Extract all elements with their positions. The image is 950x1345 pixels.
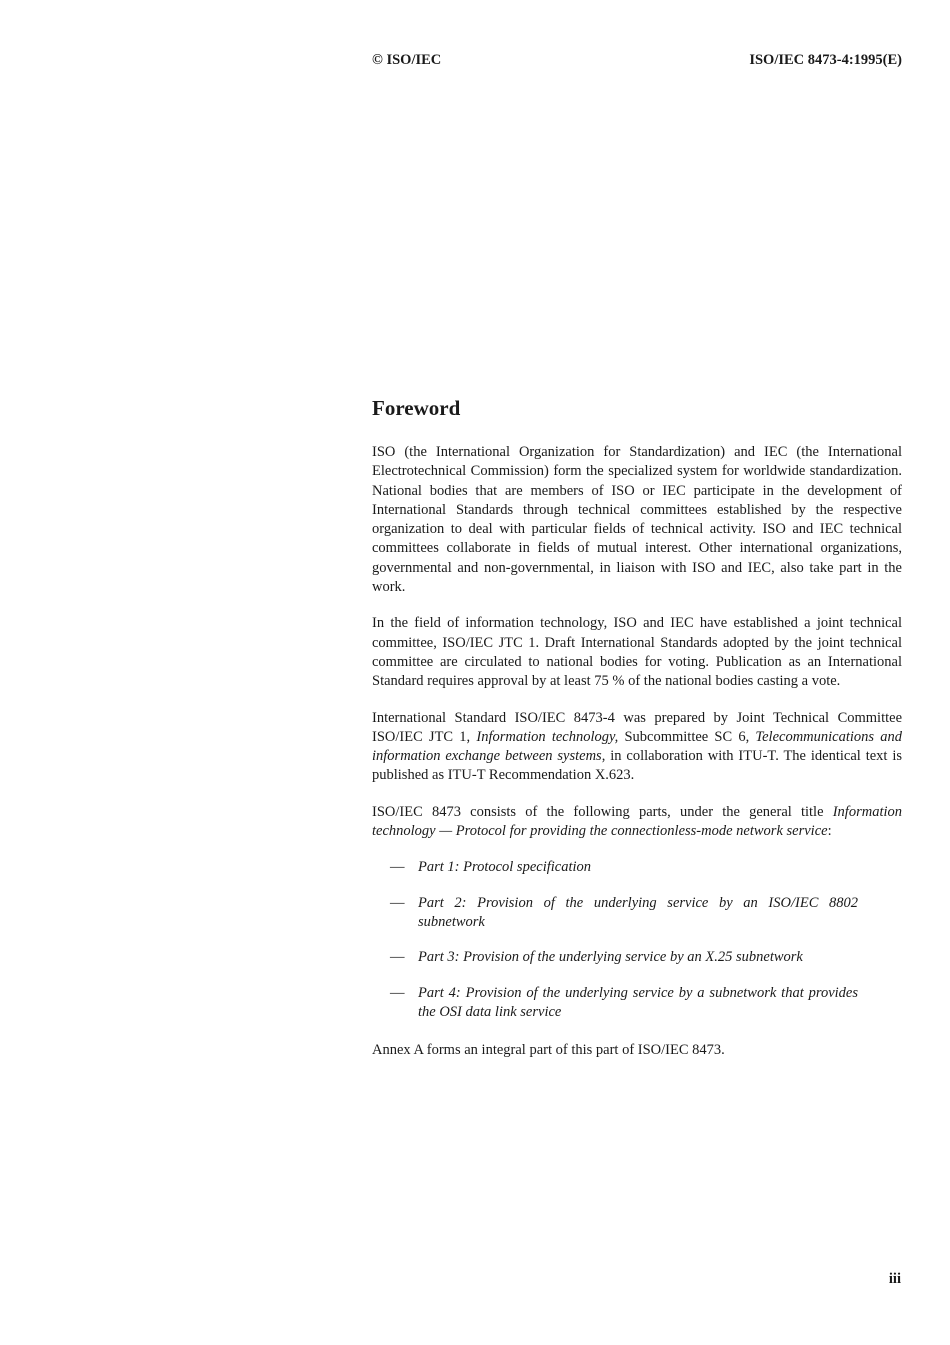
foreword-section	[372, 396, 902, 1077]
part-title: Part 2: Provision of the underlying service by an ISO/IEC 8802 subnetwork	[418, 894, 858, 930]
list-item	[372, 984, 902, 1023]
foreword-title: Foreword	[372, 396, 461, 420]
preparation-text-1: International Standard ISO/IEC 8473-4 was prepared by Joint Technical Committee ISO/IEC JTC 1,	[372, 709, 902, 745]
part-title: Part 4: Provision of the underlying service by a subnetwork that provides the OSI data link service	[418, 984, 858, 1020]
preparation-text-2: Subcommittee SC 6,	[618, 728, 756, 745]
paragraph-jtc1: In the field of information technology, ISO and IEC have established a joint technical committee, ISO/IEC JTC 1. Draft International Standards adopted by the joint technical committee are circulated to national bodies for voting. Publication as an International Standard requires approval by at least 75 % of the national bodies casting a vote.	[372, 615, 902, 690]
paragraph-parts-intro	[372, 803, 902, 842]
list-item	[372, 858, 902, 877]
document-number-header: ISO/IEC 8473-4:1995(E)	[749, 52, 902, 68]
preparation-text-italic-2: Telecommunications and information exchange between systems	[372, 728, 903, 765]
list-dash: —	[390, 949, 405, 966]
list-dash: —	[390, 984, 405, 1001]
list-item	[372, 948, 902, 967]
part-title: Part 3: Provision of the underlying service by an X.25 subnetwork	[418, 949, 803, 966]
list-dash: —	[390, 894, 405, 911]
parts-list	[372, 858, 902, 1022]
paragraph-iso-iec-overview: ISO (the International Organization for Standardization) and IEC (the International Electrotechnical Commission) form the specialized system for worldwide standardization. National bodies that are members of ISO or IEC participate in the development of International Standards through technical committees established by the respective organization to deal with particular fields of technical activity. ISO and IEC technical committees collaborate in fields of mutual interest. Other international organizations, governmental and non-governmental, in liaison with ISO and IEC, also take part in the work.	[372, 444, 902, 596]
parts-general-title: Information technology — Protocol for providing the connectionless-mode network service	[372, 803, 902, 840]
list-item	[372, 894, 902, 933]
paragraph-preparation	[372, 709, 902, 786]
parts-intro-text: ISO/IEC 8473 consists of the following parts, under the general title	[372, 803, 833, 820]
paragraph-annex: Annex A forms an integral part of this part of ISO/IEC 8473.	[372, 1042, 725, 1059]
preparation-text-italic-1: Information technology,	[476, 728, 619, 745]
part-title: Part 1: Protocol specification	[418, 859, 592, 876]
preparation-text-3: , in collaboration with ITU-T. The identical text is published as ITU-T Recommendation X.623.	[372, 748, 902, 784]
copyright-header: © ISO/IEC	[372, 52, 442, 68]
parts-intro-colon: :	[827, 823, 832, 840]
page-number: iii	[888, 1271, 901, 1287]
list-dash: —	[390, 859, 405, 876]
